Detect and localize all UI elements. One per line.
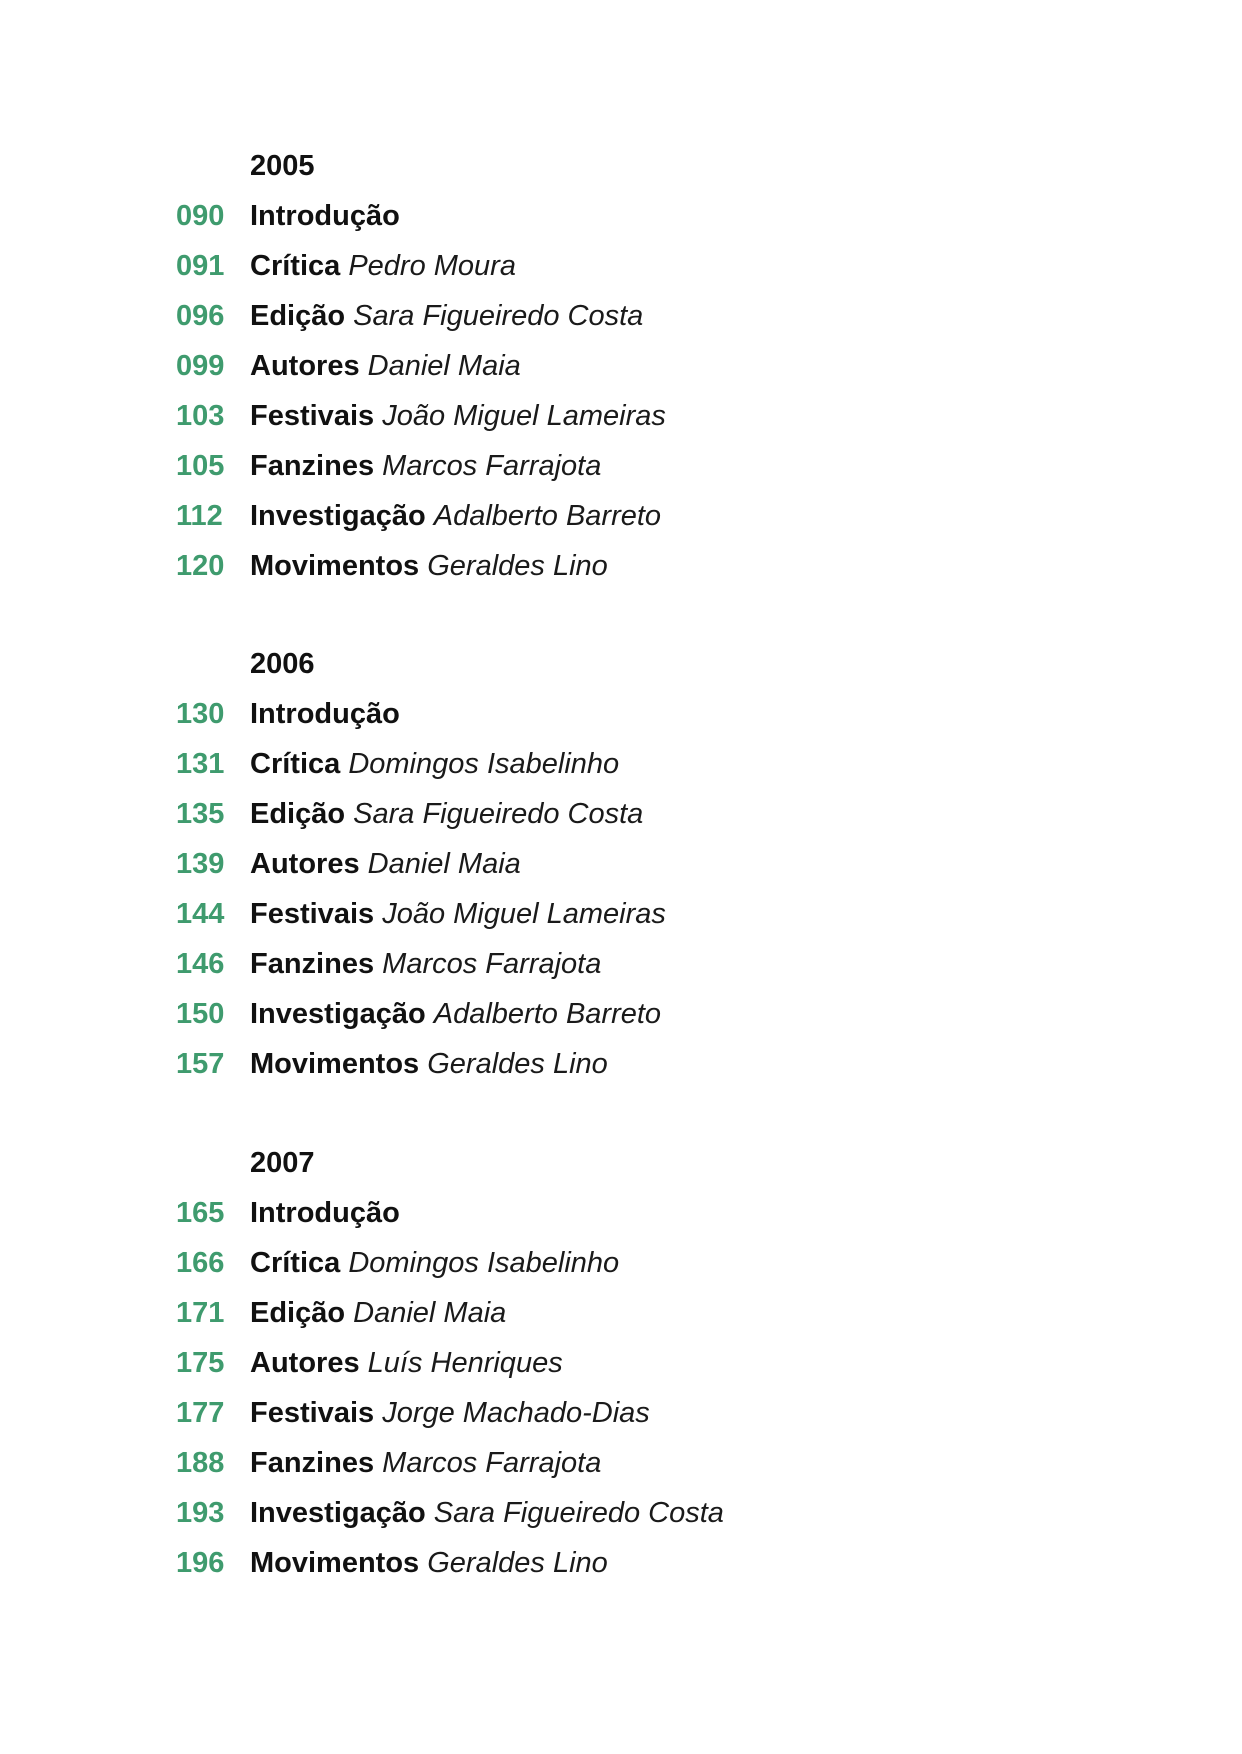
entry-author: Daniel Maia — [353, 1297, 507, 1329]
entry-text — [250, 541, 608, 591]
entry-author: Adalberto Barreto — [433, 998, 662, 1030]
toc-entry[interactable] — [0, 1438, 1242, 1488]
entry-text — [250, 441, 601, 491]
entry-title: Autores — [250, 848, 360, 880]
page-number: 105 — [176, 450, 225, 482]
page-number: 166 — [176, 1247, 225, 1279]
page-number: 144 — [176, 898, 225, 930]
entry-author: Geraldes Lino — [427, 1048, 608, 1080]
entry-title: Festivais — [250, 1397, 375, 1429]
toc-entry[interactable] — [0, 939, 1242, 989]
toc-entry[interactable] — [0, 789, 1242, 839]
entry-text — [250, 939, 601, 989]
entry-author: Geraldes Lino — [427, 1547, 608, 1579]
page-number: 146 — [176, 948, 225, 980]
entry-title: Festivais — [250, 400, 375, 432]
entry-author: Marcos Farrajota — [382, 450, 602, 482]
entry-author: Marcos Farrajota — [382, 948, 602, 980]
entry-title: Edição — [250, 798, 346, 830]
toc-entry[interactable] — [0, 1538, 1242, 1588]
entry-text — [250, 689, 400, 739]
entry-text — [250, 1188, 400, 1238]
entry-author: João Miguel Lameiras — [382, 898, 666, 930]
entry-text — [250, 1488, 724, 1538]
entry-title: Investigação — [250, 1497, 426, 1529]
entry-text — [250, 1288, 506, 1338]
entry-title: Introdução — [250, 698, 400, 730]
entry-author: Domingos Isabelinho — [348, 1247, 620, 1279]
toc-entry[interactable] — [0, 441, 1242, 491]
entry-title: Fanzines — [250, 450, 375, 482]
toc-entry[interactable] — [0, 1388, 1242, 1438]
section-year: 2005 — [250, 150, 315, 182]
entry-title: Fanzines — [250, 1447, 375, 1479]
entry-author: Luís Henriques — [367, 1347, 563, 1379]
entry-author: Adalberto Barreto — [433, 500, 662, 532]
entry-text — [250, 341, 521, 391]
page-number: 188 — [176, 1447, 225, 1479]
entry-text — [250, 839, 521, 889]
toc-entry[interactable] — [0, 739, 1242, 789]
toc-entry[interactable] — [0, 291, 1242, 341]
entry-title: Movimentos — [250, 1048, 420, 1080]
entry-author: Pedro Moura — [348, 250, 516, 282]
toc-entry[interactable] — [0, 1188, 1242, 1238]
entry-text — [250, 191, 400, 241]
entry-title: Autores — [250, 1347, 360, 1379]
entry-title: Edição — [250, 300, 346, 332]
section-year: 2007 — [250, 1147, 315, 1179]
entry-title: Introdução — [250, 1197, 400, 1229]
toc-entry[interactable] — [0, 989, 1242, 1039]
toc-entry[interactable] — [0, 541, 1242, 591]
entry-author: Daniel Maia — [367, 350, 521, 382]
toc-entry[interactable] — [0, 241, 1242, 291]
entry-text — [250, 391, 666, 441]
page-number: 096 — [176, 300, 225, 332]
entry-title: Investigação — [250, 500, 426, 532]
toc-entry[interactable] — [0, 889, 1242, 939]
page-number: 193 — [176, 1497, 225, 1529]
entry-author: Geraldes Lino — [427, 550, 608, 582]
entry-text — [250, 1388, 650, 1438]
page-number: 099 — [176, 350, 225, 382]
entry-title: Festivais — [250, 898, 375, 930]
page-number: 196 — [176, 1547, 225, 1579]
entry-text — [250, 1238, 619, 1288]
toc-entry[interactable] — [0, 191, 1242, 241]
entry-text — [250, 989, 661, 1039]
toc-entry[interactable] — [0, 1288, 1242, 1338]
entry-title: Introdução — [250, 200, 400, 232]
entry-author: Sara Figueiredo Costa — [433, 1497, 724, 1529]
entry-author: Sara Figueiredo Costa — [353, 798, 644, 830]
page-number: 139 — [176, 848, 225, 880]
entry-text — [250, 889, 666, 939]
page-number: 091 — [176, 250, 225, 282]
toc-entry[interactable] — [0, 391, 1242, 441]
entry-author: João Miguel Lameiras — [382, 400, 666, 432]
entry-author: Sara Figueiredo Costa — [353, 300, 644, 332]
entry-title: Movimentos — [250, 550, 420, 582]
toc-entry[interactable] — [0, 1338, 1242, 1388]
entry-text — [250, 1438, 601, 1488]
entry-title: Crítica — [250, 1247, 341, 1279]
entry-text — [250, 1538, 608, 1588]
page-number: 130 — [176, 698, 225, 730]
entry-title: Autores — [250, 350, 360, 382]
page-number: 165 — [176, 1197, 225, 1229]
toc-entry[interactable] — [0, 689, 1242, 739]
entry-text — [250, 789, 643, 839]
entry-text — [250, 491, 661, 541]
entry-author: Marcos Farrajota — [382, 1447, 602, 1479]
entry-author: Daniel Maia — [367, 848, 521, 880]
toc-entry[interactable] — [0, 1488, 1242, 1538]
page-number: 131 — [176, 748, 225, 780]
entry-text — [250, 291, 643, 341]
section-year: 2006 — [250, 648, 315, 680]
entry-title: Crítica — [250, 250, 341, 282]
toc-entry[interactable] — [0, 341, 1242, 391]
page-number: 177 — [176, 1397, 225, 1429]
entry-title: Movimentos — [250, 1547, 420, 1579]
toc-entry[interactable] — [0, 839, 1242, 889]
page-number: 171 — [176, 1297, 225, 1329]
page-number: 103 — [176, 400, 225, 432]
page-number: 112 — [176, 500, 223, 532]
entry-title: Edição — [250, 1297, 346, 1329]
entry-text — [250, 1039, 608, 1089]
entry-author: Jorge Machado-Dias — [382, 1397, 650, 1429]
page-number: 157 — [176, 1048, 225, 1080]
toc-entry[interactable] — [0, 1039, 1242, 1089]
entry-title: Crítica — [250, 748, 341, 780]
page-number: 175 — [176, 1347, 225, 1379]
entry-title: Fanzines — [250, 948, 375, 980]
entry-text — [250, 241, 516, 291]
entry-title: Investigação — [250, 998, 426, 1030]
page-number: 120 — [176, 550, 225, 582]
page-number: 150 — [176, 998, 225, 1030]
entry-author: Domingos Isabelinho — [348, 748, 620, 780]
page-number: 090 — [176, 200, 225, 232]
page-number: 135 — [176, 798, 225, 830]
toc-entry[interactable] — [0, 1238, 1242, 1288]
entry-text — [250, 739, 619, 789]
toc-entry[interactable] — [0, 491, 1242, 541]
entry-text — [250, 1338, 563, 1388]
